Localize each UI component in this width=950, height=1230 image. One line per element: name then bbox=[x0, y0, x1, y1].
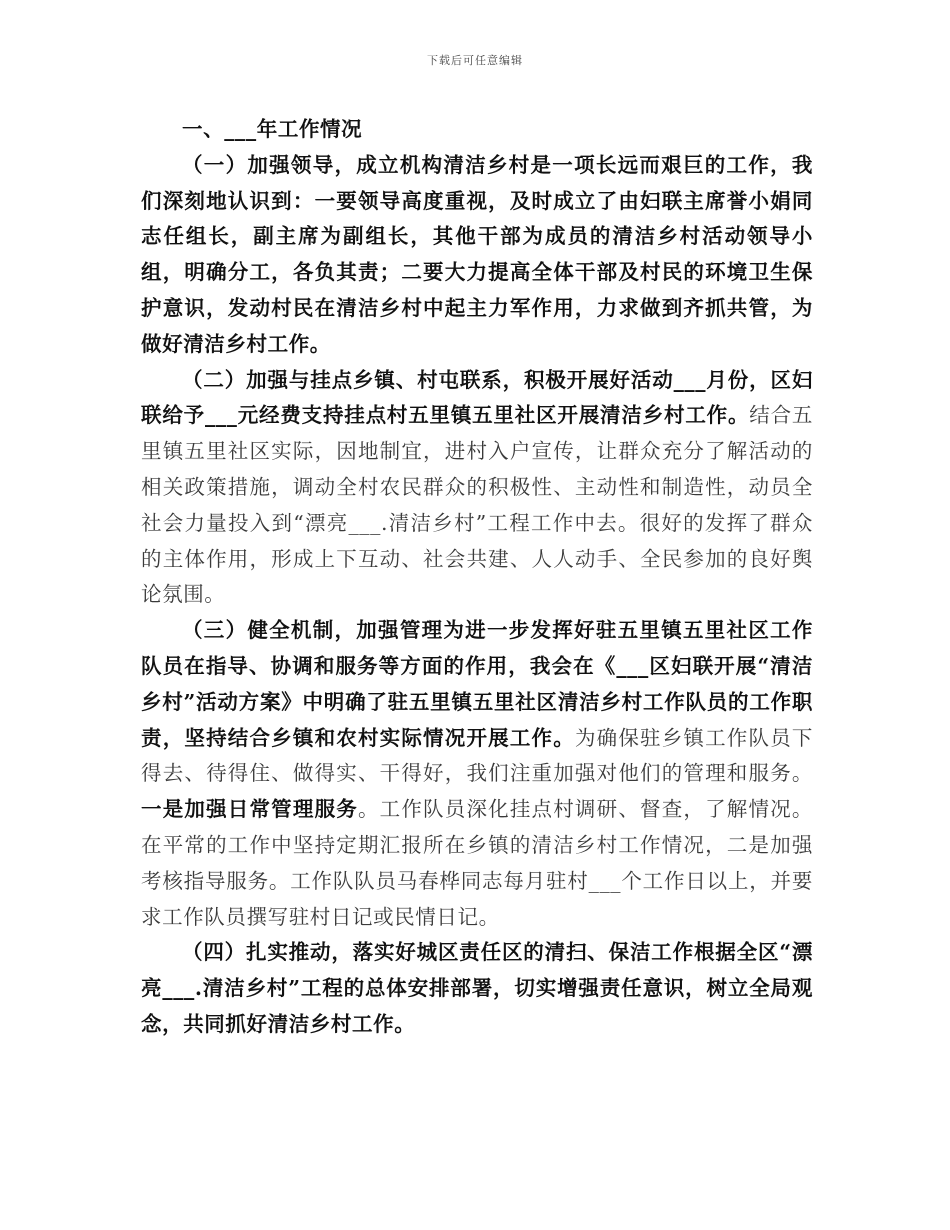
paragraph-2-body-text: 结合五里镇五里社区实际，因地制宜，进村入户宣传，让群众充分了解活动的相关政策措施，调动全村农民群众的积极性、主动性和制造性，动员全社会力量投入到“漂亮___.清洁乡村”工程工作中去。很好的发挥了群众的主体作用，形成上下互动、社会共建、人人动手、全民参加的良好舆论氛围。 bbox=[141, 403, 813, 607]
page-header: 下载后可任意编辑 bbox=[427, 54, 523, 67]
paragraph-1-bold-text: （一）加强领导，成立机构清洁乡村是一项长远而艰巨的工作，我们深刻地认识到：一要领导高度重视，及时成立了由妇联主席誉小娟同志任组长，副主席为副组长，其他干部为成员的清洁乡村活动领导小组，明确分工，各负其责；二要大力提高全体干部及村民的环境卫生保护意识，发动村民在清洁乡村中起主力军作用，力求做到齐抓共管，为做好清洁乡村工作。 bbox=[141, 152, 813, 356]
paragraph-3-body-text: 为确保驻乡镇工作队员下得去、待得住、做得实、干得好，我们注重加强对他们的管理和服务。 bbox=[141, 725, 814, 786]
paragraph-3-bold-text: （三）健全机制，加强管理为进一步发挥好驻五里镇五里社区工作队员在指导、协调和服务等方面的作用，我会在《___区妇联开展“清洁乡村”活动方案》中明确了驻五里镇五里社区清洁乡村工作队员的工作职责，坚持结合乡镇和农村实际情况开展工作。 bbox=[141, 618, 813, 750]
section-title: 一、___年工作情况 bbox=[182, 117, 363, 141]
paragraph-4 bbox=[141, 935, 813, 1042]
paragraph-3-bold-phrase: 一是加强日常管理服务 bbox=[141, 797, 358, 822]
paragraph-2-bold-text: （二）加强与挂点乡镇、村屯联系，积极开展好活动___月份，区妇联给予___元经费支持挂点村五里镇五里社区开展清洁乡村工作。 bbox=[141, 367, 813, 428]
paragraph-1 bbox=[141, 148, 813, 363]
document-body bbox=[141, 112, 813, 1043]
paragraph-3-body-text-2: 。工作队员深化挂点村调研、督查，了解情况。在平常的工作中坚持定期汇报所在乡镇的清洁乡村工作情况，二是加强考核指导服务。工作队队员马春桦同志每月驻村___个工作日以上，并要求工作队员撰写驻村日记或民情日记。 bbox=[141, 797, 813, 929]
paragraph-2 bbox=[141, 363, 813, 614]
paragraph-3 bbox=[141, 613, 813, 935]
paragraph-4-bold-text: （四）扎实推动，落实好城区责任区的清扫、保洁工作根据全区“漂亮___.清洁乡村”工程的总体安排部署，切实增强责任意识，树立全局观念，共同抓好清洁乡村工作。 bbox=[141, 940, 813, 1036]
